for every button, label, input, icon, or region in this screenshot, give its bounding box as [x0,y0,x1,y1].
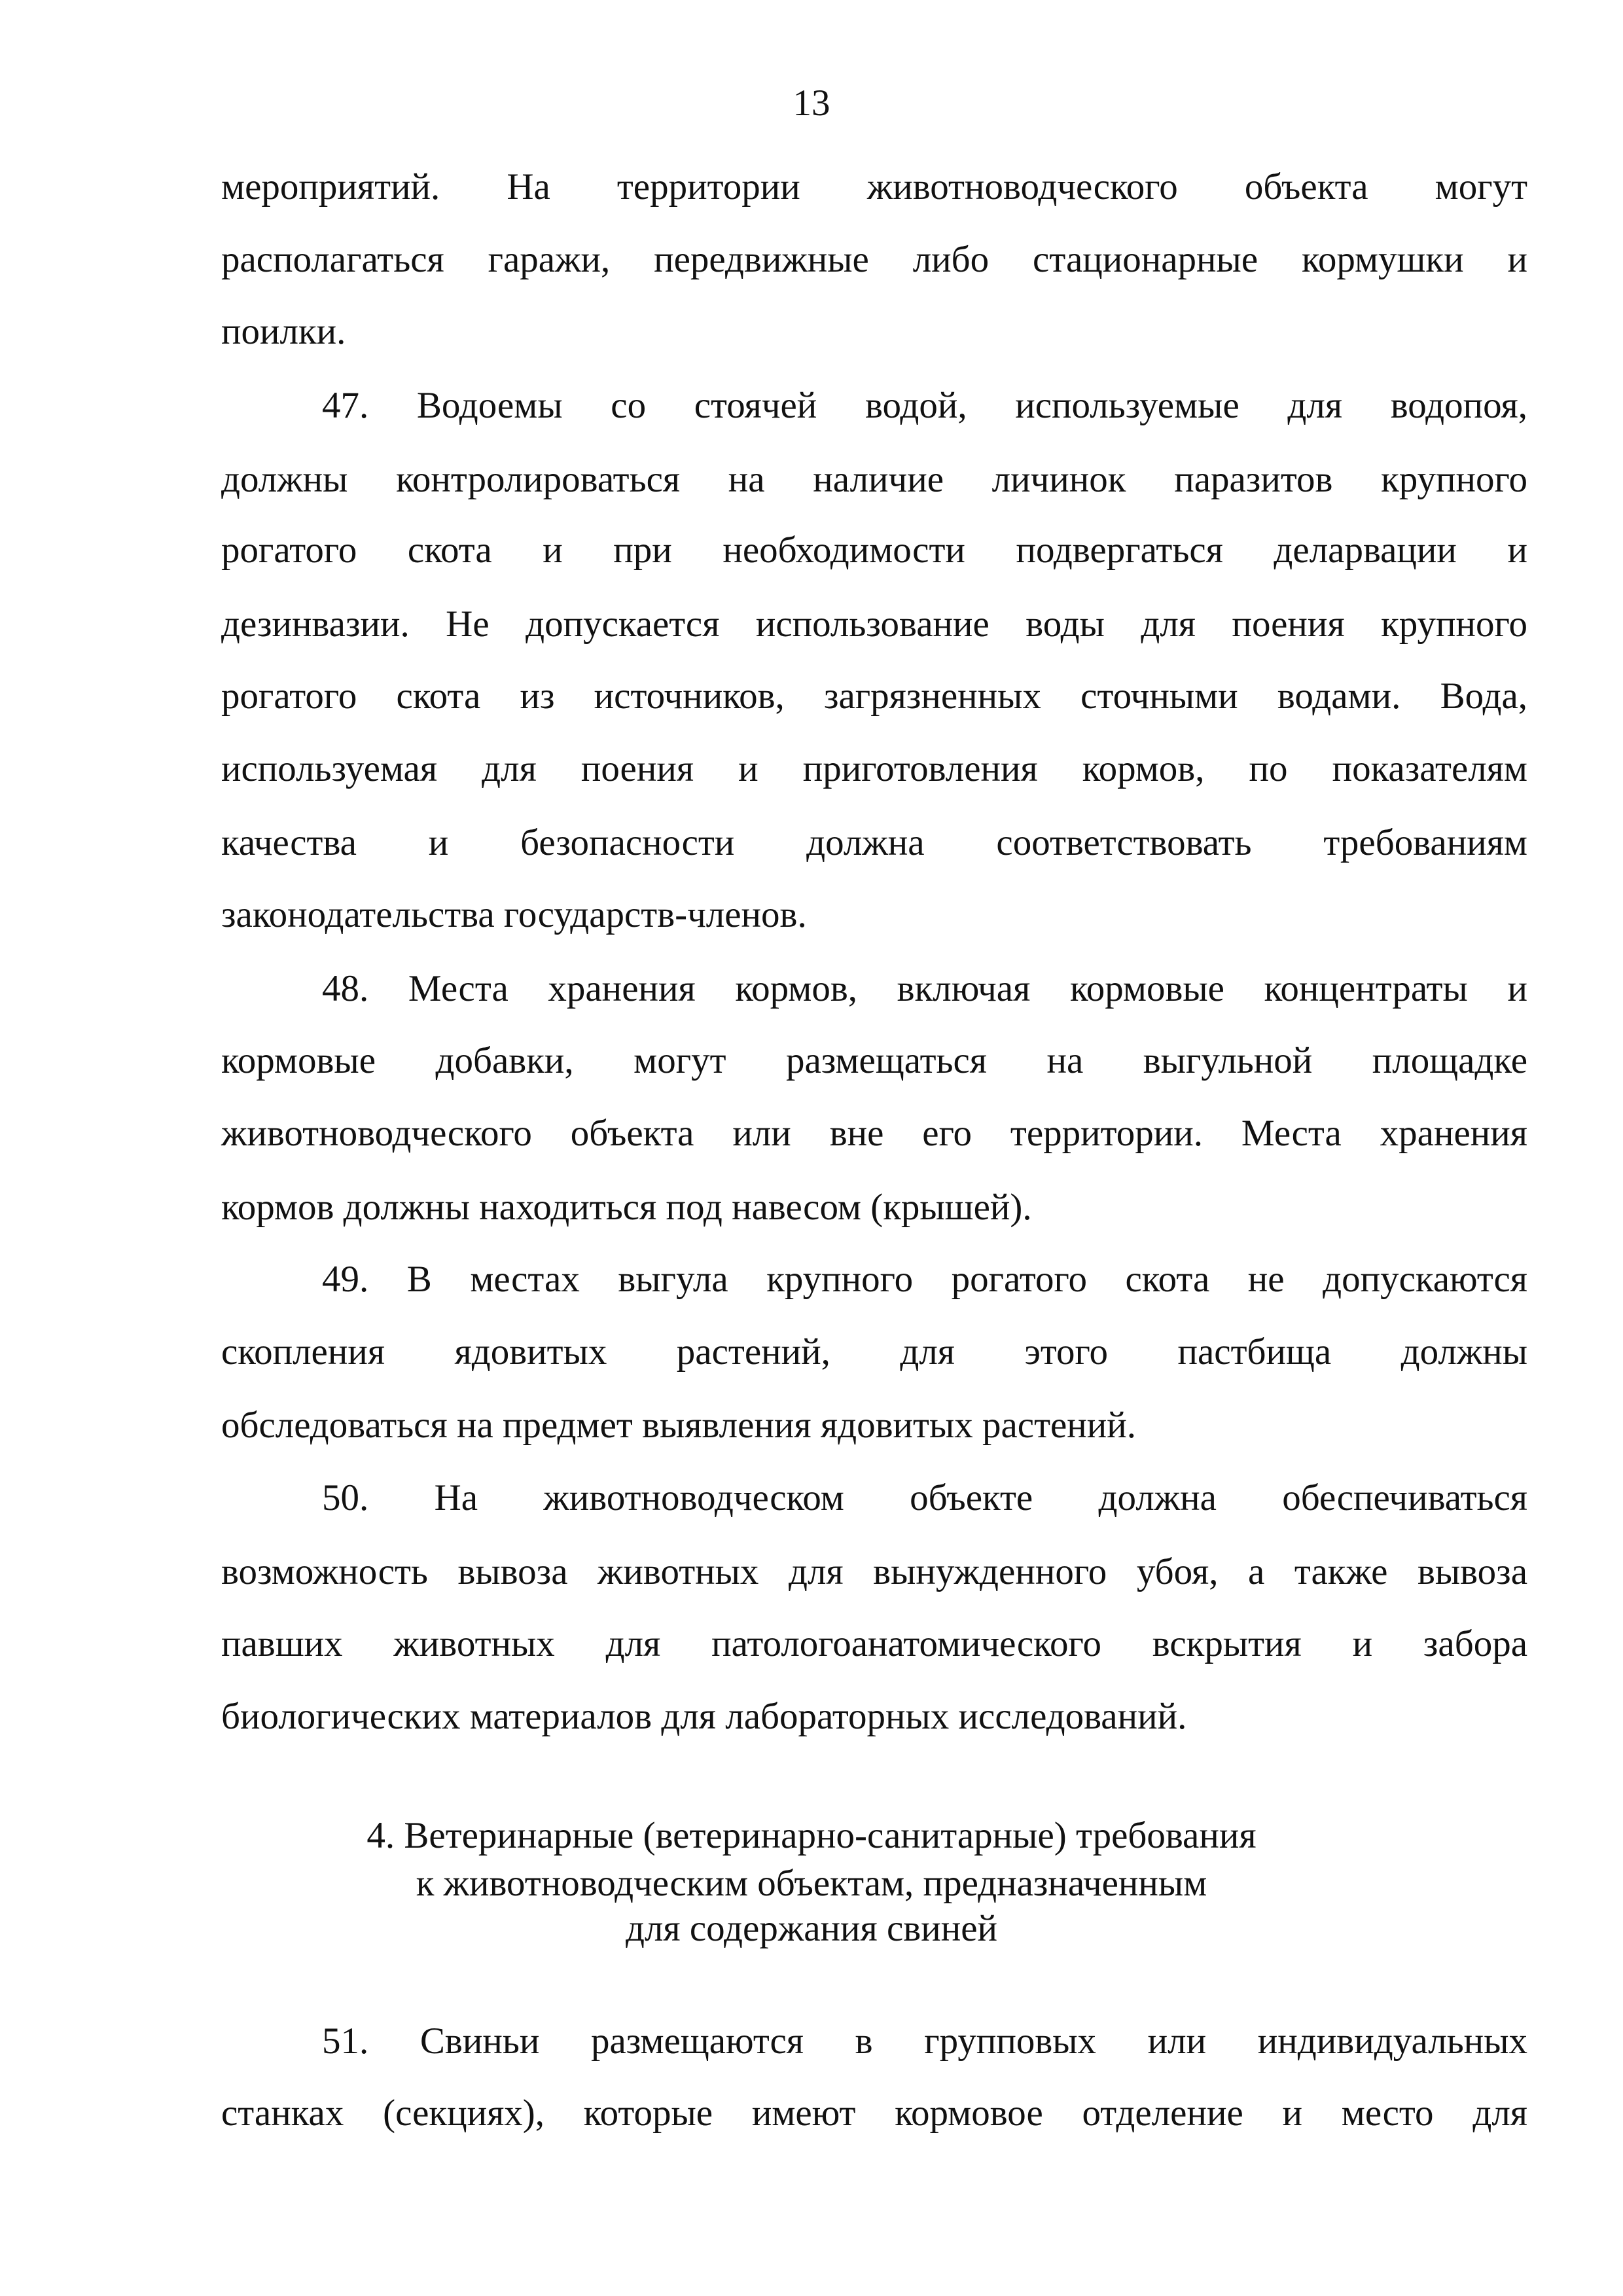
text-line: животноводческого объекта или вне его территории. Места хранения [221,1113,1527,1154]
text-line: 48. Места хранения кормов, включая кормовые концентраты и [322,968,1527,1009]
text-line: используемая для поения и приготовления кормов, по показателям [221,748,1527,789]
section-heading-line: для содержания свиней [625,1908,998,1949]
text-line: кормов должны находиться под навесом (крышей). [221,1187,1032,1228]
text-line: возможность вывоза животных для вынужденного убоя, а также вывоза [221,1551,1527,1592]
text-line: располагаться гаражи, передвижные либо стационарные кормушки и [221,239,1527,280]
text-line: дезинвазии. Не допускается использование воды для поения крупного [221,603,1527,645]
text-line: поилки. [221,311,346,352]
text-line: 50. На животноводческом объекте должна обеспечиваться [322,1477,1527,1518]
text-line: кормовые добавки, могут размещаться на выгульной площадке [221,1040,1527,1081]
text-line: 51. Свиньи размещаются в групповых или индивидуальных [322,2020,1527,2062]
text-line: рогатого скота из источников, загрязненных сточными водами. Вода, [221,675,1527,717]
text-line: рогатого скота и при необходимости подвергаться деларвации и [221,529,1527,571]
section-heading-line: к животноводческим объектам, предназначенным [416,1863,1207,1904]
text-line: обследоваться на предмет выявления ядовитых растений. [221,1405,1137,1446]
page-number: 13 [793,82,830,124]
text-line: биологических материалов для лабораторных исследований. [221,1696,1187,1737]
text-line: павших животных для патологоанатомического вскрытия и забора [221,1623,1527,1664]
text-line: станках (секциях), которые имеют кормовое отделение и место для [221,2092,1527,2134]
text-line: 49. В местах выгула крупного рогатого скота не допускаются [322,1259,1527,1300]
text-line: скопления ядовитых растений, для этого пастбища должны [221,1331,1527,1372]
text-line: должны контролироваться на наличие личинок паразитов крупного [221,459,1527,500]
text-line: законодательства государств-членов. [221,894,807,935]
text-line: мероприятий. На территории животноводческого объекта могут [221,166,1527,207]
text-line: качества и безопасности должна соответствовать требованиям [221,822,1527,863]
section-heading-line: 4. Ветеринарные (ветеринарно-санитарные) требования [366,1815,1257,1856]
text-line: 47. Водоемы со стоячей водой, используемые для водопоя, [322,385,1527,426]
